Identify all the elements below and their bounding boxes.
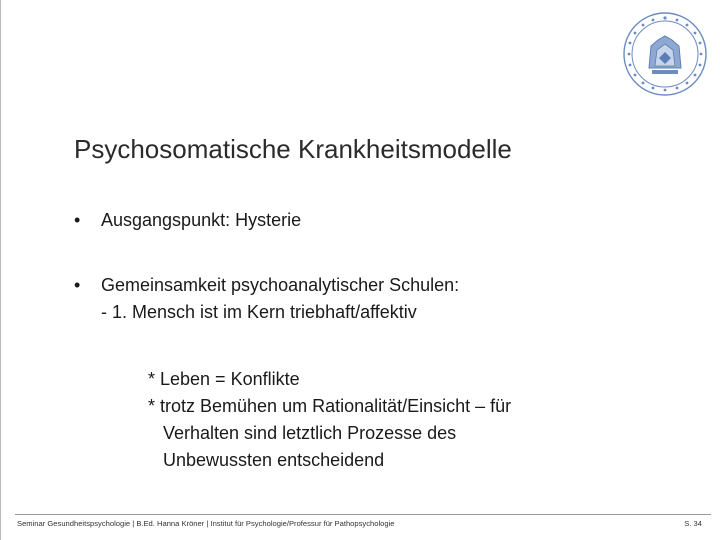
footer-credits: Seminar Gesundheitspsychologie | B.Ed. Hanna Kröner | Institut für Psychologie/Professur für Pathopsychologie: [17, 519, 395, 528]
university-seal-icon: [621, 10, 709, 98]
bullet-text: Ausgangspunkt: Hysterie: [101, 210, 302, 230]
page-number: S. 34: [684, 519, 702, 528]
slide-title: Psychosomatische Krankheitsmodelle: [74, 134, 512, 164]
sub-point-1: * Leben = Konflikte: [148, 369, 300, 389]
bullet-icon: •: [74, 210, 81, 230]
bullet-continuation: - 1. Mensch ist im Kern triebhaft/affektiv: [101, 302, 417, 322]
footer-divider: [15, 514, 711, 515]
sub-point-2-continuation-1: Verhalten sind letztlich Prozesse des: [163, 423, 457, 443]
bullet-text: Gemeinsamkeit psychoanalytischer Schulen:: [101, 275, 460, 295]
bullet-icon: •: [74, 275, 81, 295]
bullet-item-1: [74, 207, 301, 234]
sub-points: [148, 366, 511, 474]
bullet-item-2: [74, 272, 459, 326]
sub-point-2-continuation-2: Unbewussten entscheidend: [163, 450, 385, 470]
sub-point-2: * trotz Bemühen um Rationalität/Einsicht – für: [148, 396, 512, 416]
